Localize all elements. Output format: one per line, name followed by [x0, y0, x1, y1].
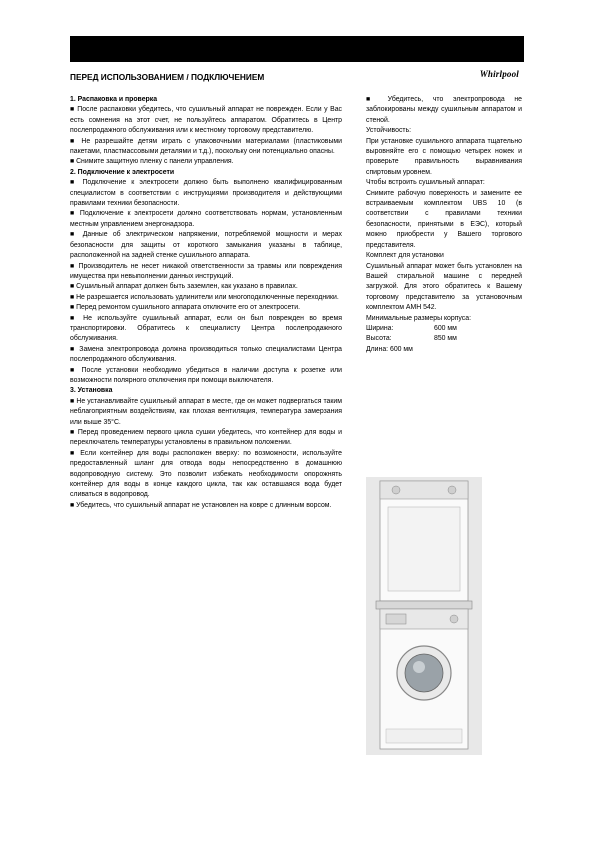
dimension-label: Ширина:: [366, 324, 394, 332]
bullet-paragraph: ■ Подключение к электросети должно быть выполнено квалифицированным специалистом в соответствии с инструкциями производителя и действующими правилами техники безопасности.: [70, 179, 342, 208]
bullet-paragraph: ■ Замена электропровода должна производиться только специалистами Центра послепродажного обслуживания.: [70, 345, 342, 364]
bullet-paragraph: ■ Производитель не несет никакой ответственности за травмы или повреждения имущества при невыполнении данных инструкций.: [70, 262, 342, 280]
right-paragraphs: [366, 95, 522, 324]
paragraph: Устойчивость:: [366, 127, 412, 135]
bullet-paragraph: ■ Перед ремонтом сушильного аппарата отключите его от электросети.: [70, 304, 301, 312]
bullet-paragraph: ■ Сушильный аппарат должен быть заземлен, как указано в правилах.: [70, 283, 298, 291]
dimensions-table: [366, 324, 522, 345]
bullet-paragraph: ■ После распаковки убедитесь, что сушильный аппарат не поврежден. Если у Вас есть сомнения на этот счет, не пользуйтесь аппаратом. Обратитесь в Центр послепродажного обслуживания или к местному торговому представителю.: [70, 106, 342, 135]
paragraph: При установке сушильного аппарата тщательно выровняйте его с помощью четырех ножек и проверьте правильность выравнивания спиртовым уровнем.: [366, 137, 522, 176]
paragraph: Минимальные размеры корпуса:: [366, 314, 471, 322]
bullet-paragraph: ■ Перед проведением первого цикла сушки убедитесь, что контейнер для воды и переключатель температуры установлены в правильном положении.: [70, 429, 342, 447]
whirlpool-logo: Whirlpool: [479, 69, 519, 79]
bullet-paragraph: ■ Не используйте сушильный аппарат, если он был поврежден во время транспортировки. Обратитесь к специалисту Центра послепродажного обслуживания.: [70, 314, 342, 343]
section-heading: 2. Подключение к электросети: [70, 168, 175, 176]
bullet-paragraph: ■ Убедитесь, что сушильный аппарат не установлен на ковре с длинным ворсом.: [70, 501, 332, 509]
bullet-paragraph: ■ Если контейнер для воды расположен вверху: по возможности, используйте предоставленный шланг для отвода воды непосредственно в домашнюю водопроводную систему. Это позволит избежать необходимости опорожнять контейнер для воды в конце каждого цикла, так как оставшаяся вода будет сливаться в водопровод.: [70, 449, 342, 499]
bullet-paragraph: ■ Данные об электрическом напряжении, потребляемой мощности и мерах безопасности для защиты от короткого замыкания указаны в таблице, расположенной на задней стенке сушильного аппарата.: [70, 231, 342, 260]
bullet-paragraph: ■ Снимите защитную пленку с панели управления.: [70, 158, 234, 166]
paragraph: Чтобы встроить сушильный аппарат:: [366, 179, 485, 187]
dimension-value: 600 мм: [434, 324, 457, 332]
right-column: [366, 95, 522, 355]
page-title: ПЕРЕД ИСПОЛЬЗОВАНИЕМ / ПОДКЛЮЧЕНИЕМ: [70, 72, 265, 82]
bullet-paragraph: ■ Не устанавливайте сушильный аппарат в месте, где он может подвергаться таким неблагоприятным воздействиям, как плохая вентиляция, температура замерзания или выше 35°С.: [70, 397, 342, 426]
dimension-row: [366, 334, 522, 344]
dimension-value: 850 мм: [434, 335, 457, 343]
paragraph: Сушильный аппарат может быть установлен на Вашей стиральной машине с передней загрузкой. Для этого обратитесь к Вашему торговому представителю за установочным комплектом AMH 542.: [366, 262, 522, 312]
washer-dryer-photo: [366, 477, 482, 755]
paragraph: Снимите рабочую поверхность и замените ее встраиваемым комплектом UBS 10 (в соответствии с правилами техники безопасности, принятыми в ЕЭС), который можно приобрести у Вашего торгового представителя.: [366, 189, 522, 249]
bullet-paragraph: ■ После установки необходимо убедиться в наличии доступа к розетке или возможности полярного отключения при помощи выключателя.: [70, 366, 342, 384]
paragraph: Комплект для установки: [366, 252, 444, 260]
left-column: [70, 95, 342, 511]
section-heading: 3. Установка: [70, 387, 113, 395]
bullet-paragraph: ■ Подключение к электросети должно соответствовать нормам, установленным местным управлением энергонадзора.: [70, 210, 342, 228]
bullet-paragraph: ■ Убедитесь, что электропровода не заблокированы между сушильным аппаратом и стеной.: [366, 96, 522, 124]
bullet-paragraph: ■ Не разрешайте детям играть с упаковочными материалами (пластиковыми пакетами, пластмассовыми деталями и т.д.), поскольку они потенциально опасны.: [70, 137, 342, 156]
bullet-paragraph: ■ Не разрешается использовать удлинители или многоподключенные переходники.: [70, 293, 339, 301]
header-bar: [70, 36, 524, 62]
depth-line: Длина: 600 мм: [366, 345, 413, 353]
section-heading: 1. Распаковка и проверка: [70, 96, 158, 103]
dimension-row: [366, 324, 522, 334]
dimension-label: Высота:: [366, 335, 392, 343]
